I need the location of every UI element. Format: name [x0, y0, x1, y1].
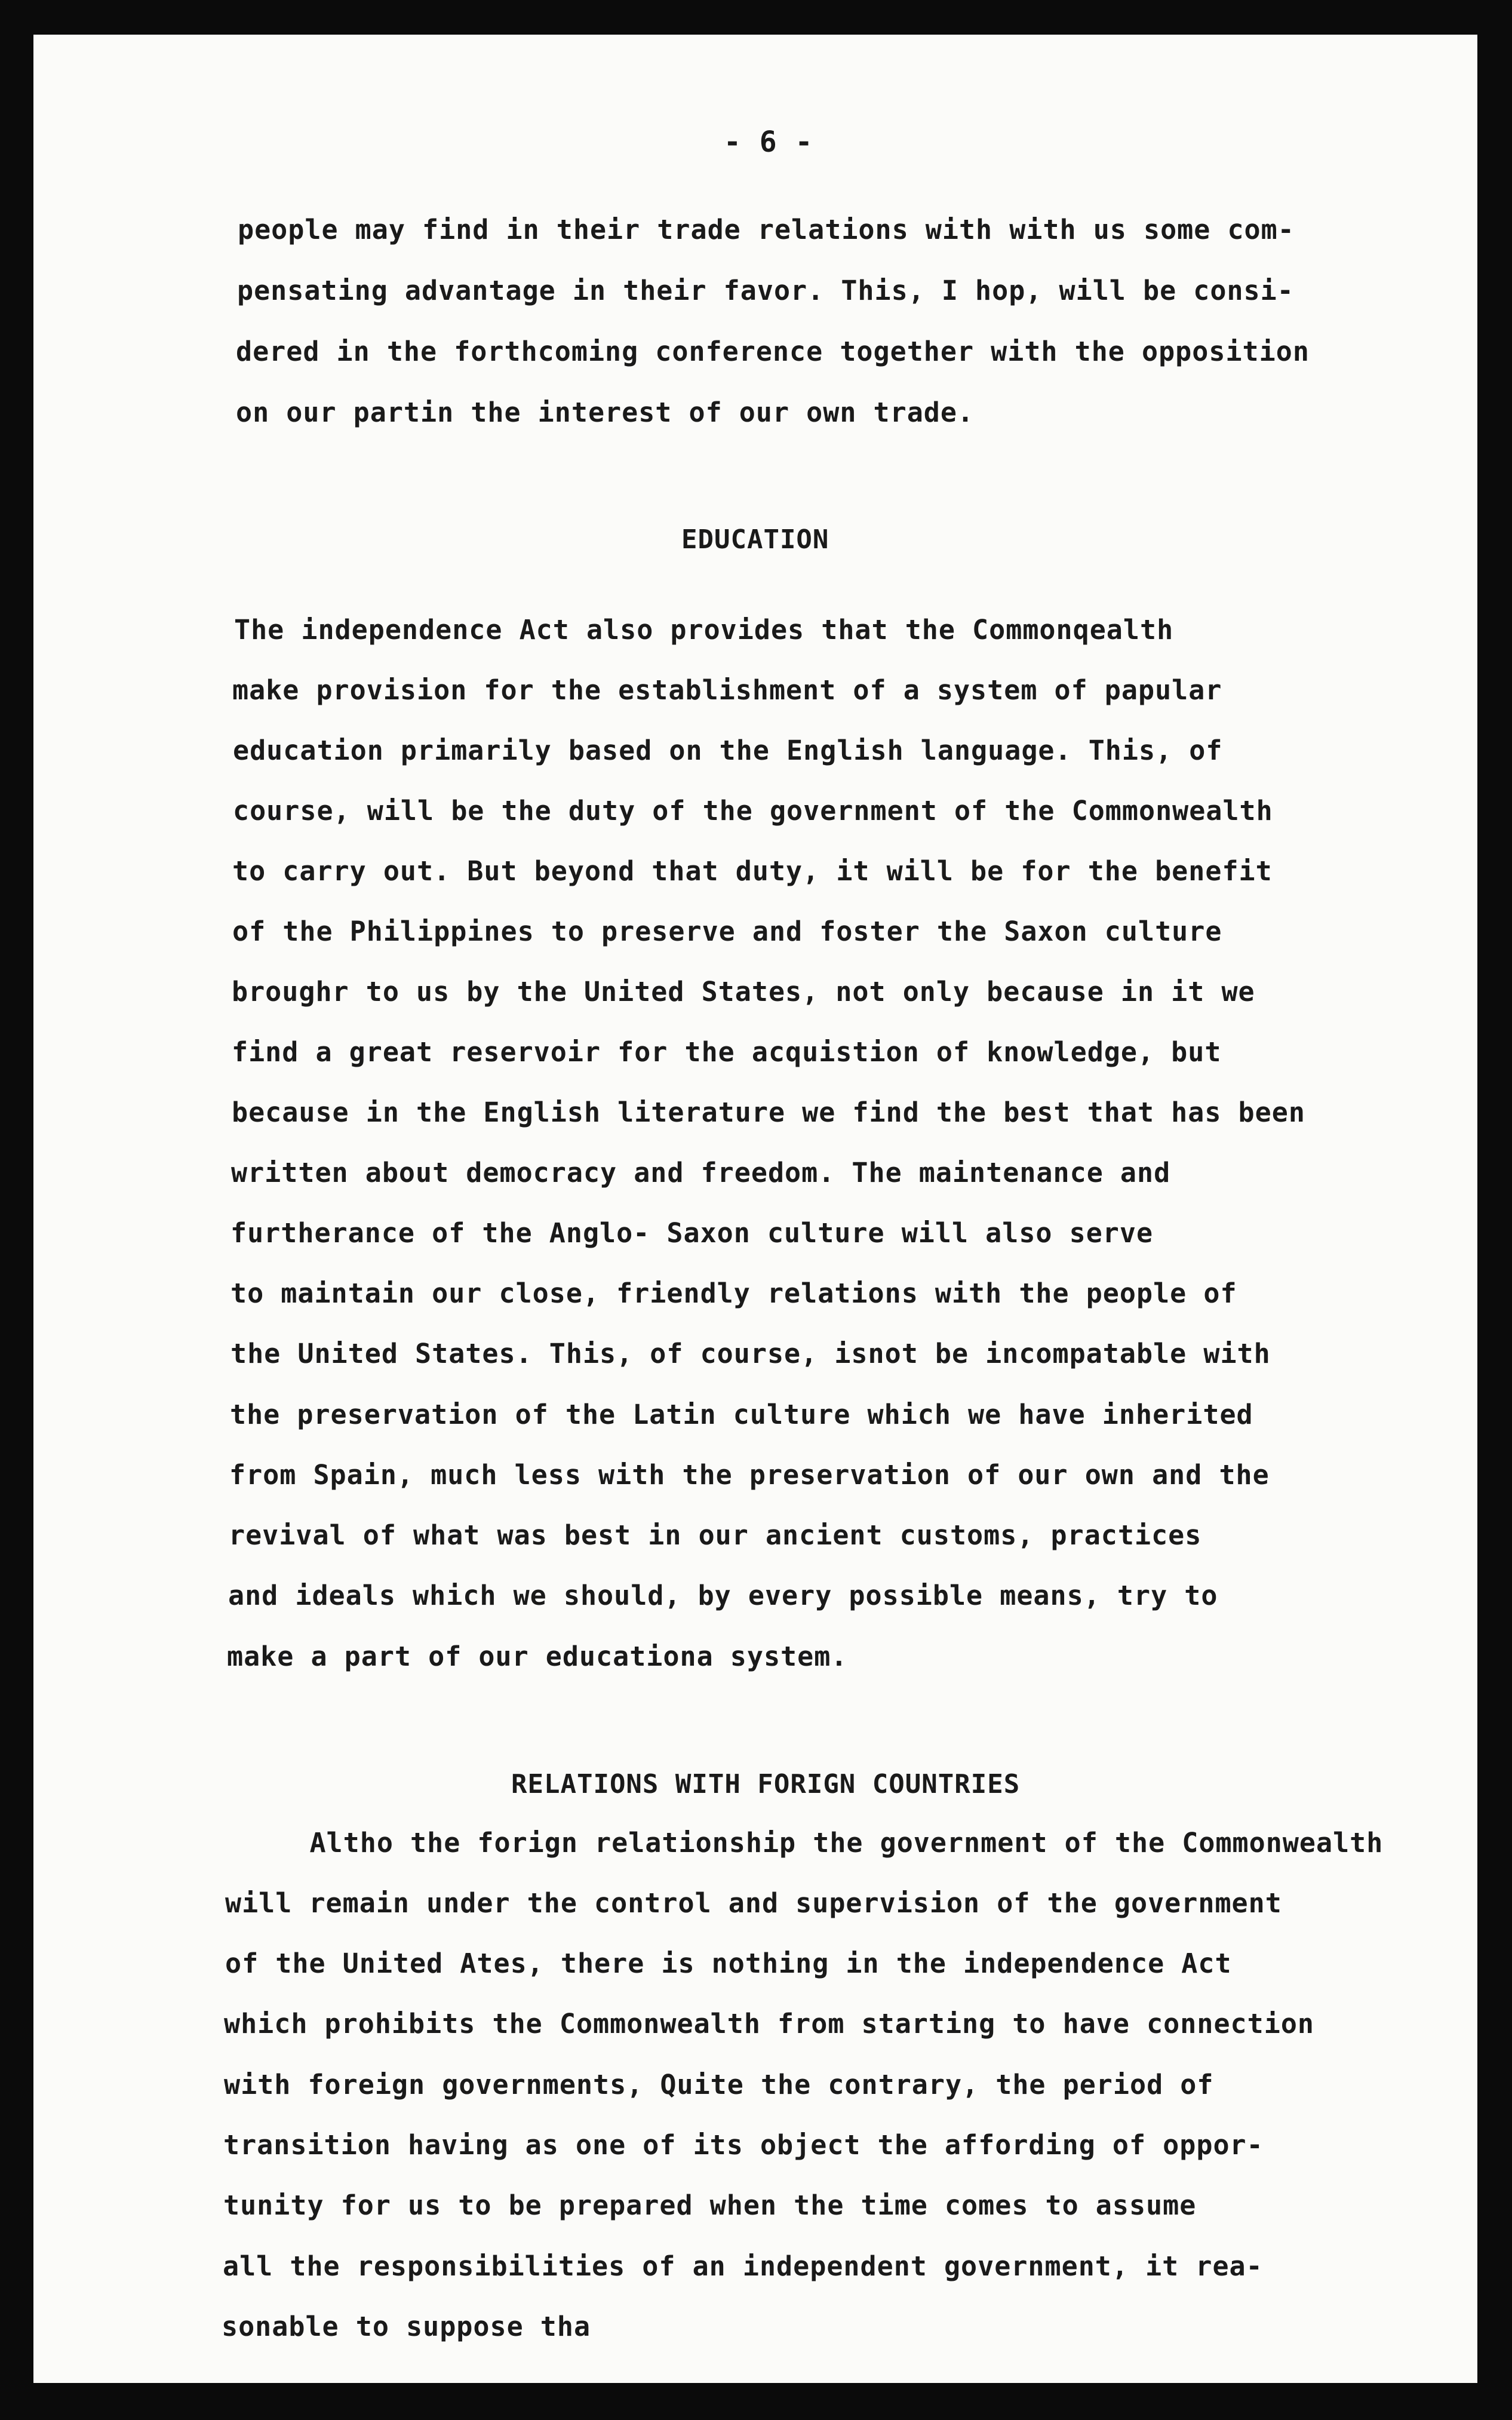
- text-line: to maintain our close, friendly relations with the people of: [231, 1277, 1237, 1309]
- text-line: from Spain, much less with the preservation of our own and the: [229, 1459, 1270, 1491]
- text-line: make provision for the establishment of a system of papular: [232, 674, 1222, 706]
- text-line: dered in the forthcoming conference together with the opposition: [236, 336, 1310, 367]
- text-line: on our partin the interest of our own trade.: [236, 397, 975, 428]
- text-line: make a part of our educationa system.: [227, 1641, 848, 1672]
- text-line: all the responsibilities of an independent government, it rea-: [223, 2250, 1263, 2282]
- text-line: with foreign governments, Quite the contrary, the period of: [224, 2069, 1214, 2100]
- section-heading-education: EDUCATION: [681, 524, 829, 555]
- text-line: sonable to suppose tha: [222, 2311, 591, 2342]
- text-line: of the United Ates, there is nothing in the independence Act: [225, 1948, 1232, 1979]
- text-line: the preservation of the Latin culture which we have inherited: [230, 1399, 1253, 1430]
- page-number: - 6 -: [724, 125, 813, 159]
- text-line: The independence Act also provides that the Commonqealth: [234, 614, 1174, 646]
- text-line: people may find in their trade relations with with us some com-: [238, 214, 1295, 245]
- text-line: the United States. This, of course, isnot be incompatable with: [231, 1338, 1271, 1369]
- section-heading-foreign-relations: RELATIONS WITH FORIGN COUNTRIES: [511, 1769, 1021, 1799]
- text-line: revival of what was best in our ancient customs, practices: [229, 1519, 1202, 1551]
- text-line: because in the English literature we find the best that has been: [232, 1097, 1305, 1128]
- text-line: pensating advantage in their favor. This, I hop, will be consi-: [237, 275, 1294, 306]
- text-line: broughr to us by the United States, not only because in it we: [232, 976, 1255, 1008]
- text-line: furtherance of the Anglo- Saxon culture will also serve: [231, 1217, 1154, 1249]
- text-line: tunity for us to be prepared when the time comes to assume: [223, 2189, 1197, 2221]
- text-line: which prohibits the Commonwealth from starting to have connection: [224, 2008, 1314, 2040]
- text-line: will remain under the control and supervision of the government: [225, 1887, 1282, 1919]
- text-line: course, will be the duty of the government of the Commonwealth: [233, 795, 1273, 827]
- text-line: written about democracy and freedom. The maintenance and: [231, 1157, 1171, 1188]
- text-line: to carry out. But beyond that duty, it will be for the benefit: [232, 855, 1273, 887]
- text-line: education primarily based on the English language. This, of: [233, 735, 1223, 766]
- text-line: transition having as one of its object the affording of oppor-: [223, 2129, 1264, 2161]
- text-line: Altho the forign relationship the government of the Commonwealth: [226, 1827, 1384, 1859]
- text-line: find a great reservoir for the acquistion of knowledge, but: [232, 1036, 1222, 1068]
- text-line: and ideals which we should, by every possible means, try to: [228, 1580, 1218, 1611]
- text-line: of the Philippines to preserve and foster the Saxon culture: [232, 916, 1222, 947]
